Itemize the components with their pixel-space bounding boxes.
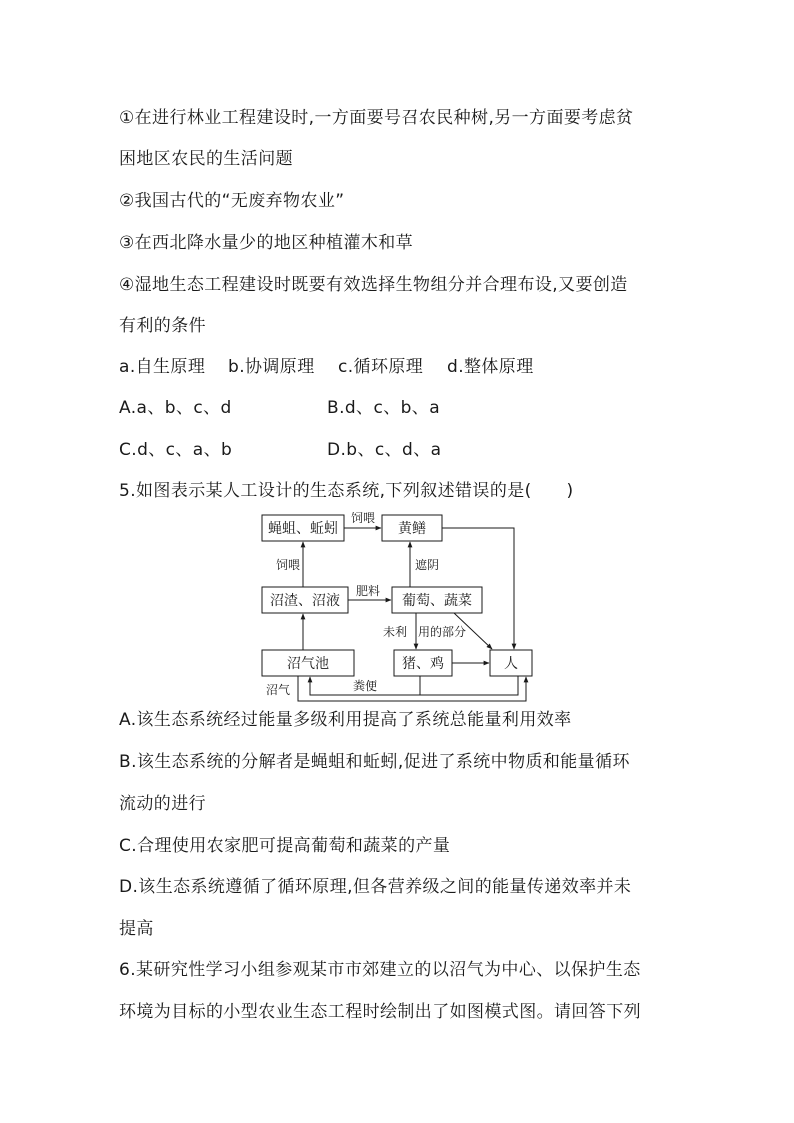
label-feed-top: 饲喂	[350, 512, 376, 525]
q5-option-b-line-2: 流动的进行	[119, 794, 206, 814]
q5-option-b-line-1[interactable]: B.该生态系统的分解者是蝇蛆和蚯蚓,促进了系统中物质和能量循环	[119, 752, 630, 772]
label-shade: 遮阴	[415, 558, 440, 572]
label-manure: 粪便	[352, 679, 378, 693]
label-biogas: 沼气	[266, 683, 291, 697]
principle-b: b.协调原理	[228, 357, 315, 377]
q4-option-b[interactable]: B.d、c、b、a	[327, 398, 441, 418]
edge-manure	[310, 676, 518, 695]
node-eel: 黄鳝	[398, 521, 426, 537]
item-1-line-1: ①在进行林业工程建设时,一方面要号召农民种树,另一方面要考虑贫	[119, 108, 634, 128]
node-maggots: 蝇蛆、蚯蚓	[268, 521, 338, 537]
label-unused: 未利	[383, 625, 408, 639]
node-residue: 沼渣、沼液	[270, 593, 340, 609]
edge-biogas	[298, 676, 526, 701]
q5-stem: 5.如图表示某人工设计的生态系统,下列叙述错误的是( )	[119, 481, 574, 501]
principle-d: d.整体原理	[447, 357, 534, 377]
q5-option-a[interactable]: A.该生态系统经过能量多级利用提高了系统总能量利用效率	[119, 710, 572, 730]
q6-line-2: 环境为目标的小型农业生态工程时绘制出了如图模式图。请回答下列	[119, 1002, 641, 1022]
label-used: 用的部分	[418, 625, 467, 639]
node-pool: 沼气池	[287, 656, 329, 672]
label-feed-left: 饲喂	[276, 558, 301, 572]
q5-option-d-line-1[interactable]: D.该生态系统遵循了循环原理,但各营养级之间的能量传递效率并未	[119, 877, 632, 897]
item-2: ②我国古代的“无废弃物农业”	[119, 191, 345, 211]
q4-option-d[interactable]: D.b、c、d、a	[327, 440, 442, 460]
principle-a: a.自生原理	[119, 357, 206, 377]
node-human: 人	[504, 656, 518, 672]
q5-option-c[interactable]: C.合理使用农家肥可提高葡萄和蔬菜的产量	[119, 836, 451, 856]
item-3: ③在西北降水量少的地区种植灌木和草	[119, 233, 414, 253]
q4-option-c[interactable]: C.d、c、a、b	[119, 440, 233, 460]
item-4-line-1: ④湿地生态工程建设时既要有效选择生物组分并合理布设,又要创造	[119, 275, 628, 295]
ecosystem-diagram	[258, 512, 534, 702]
node-pigs: 猪、鸡	[402, 656, 444, 672]
label-fertilizer: 肥料	[355, 584, 381, 598]
item-4-line-2: 有利的条件	[119, 316, 206, 336]
node-grapes: 葡萄、蔬菜	[402, 593, 472, 609]
q5-option-d-line-2: 提高	[119, 919, 154, 939]
q6-line-1: 6.某研究性学习小组参观某市市郊建立的以沼气为中心、以保护生态	[119, 960, 641, 980]
principle-c: c.循环原理	[338, 357, 424, 377]
q4-option-a[interactable]: A.a、b、c、d	[119, 398, 232, 418]
item-1-line-2: 困地区农民的生活问题	[119, 149, 293, 169]
